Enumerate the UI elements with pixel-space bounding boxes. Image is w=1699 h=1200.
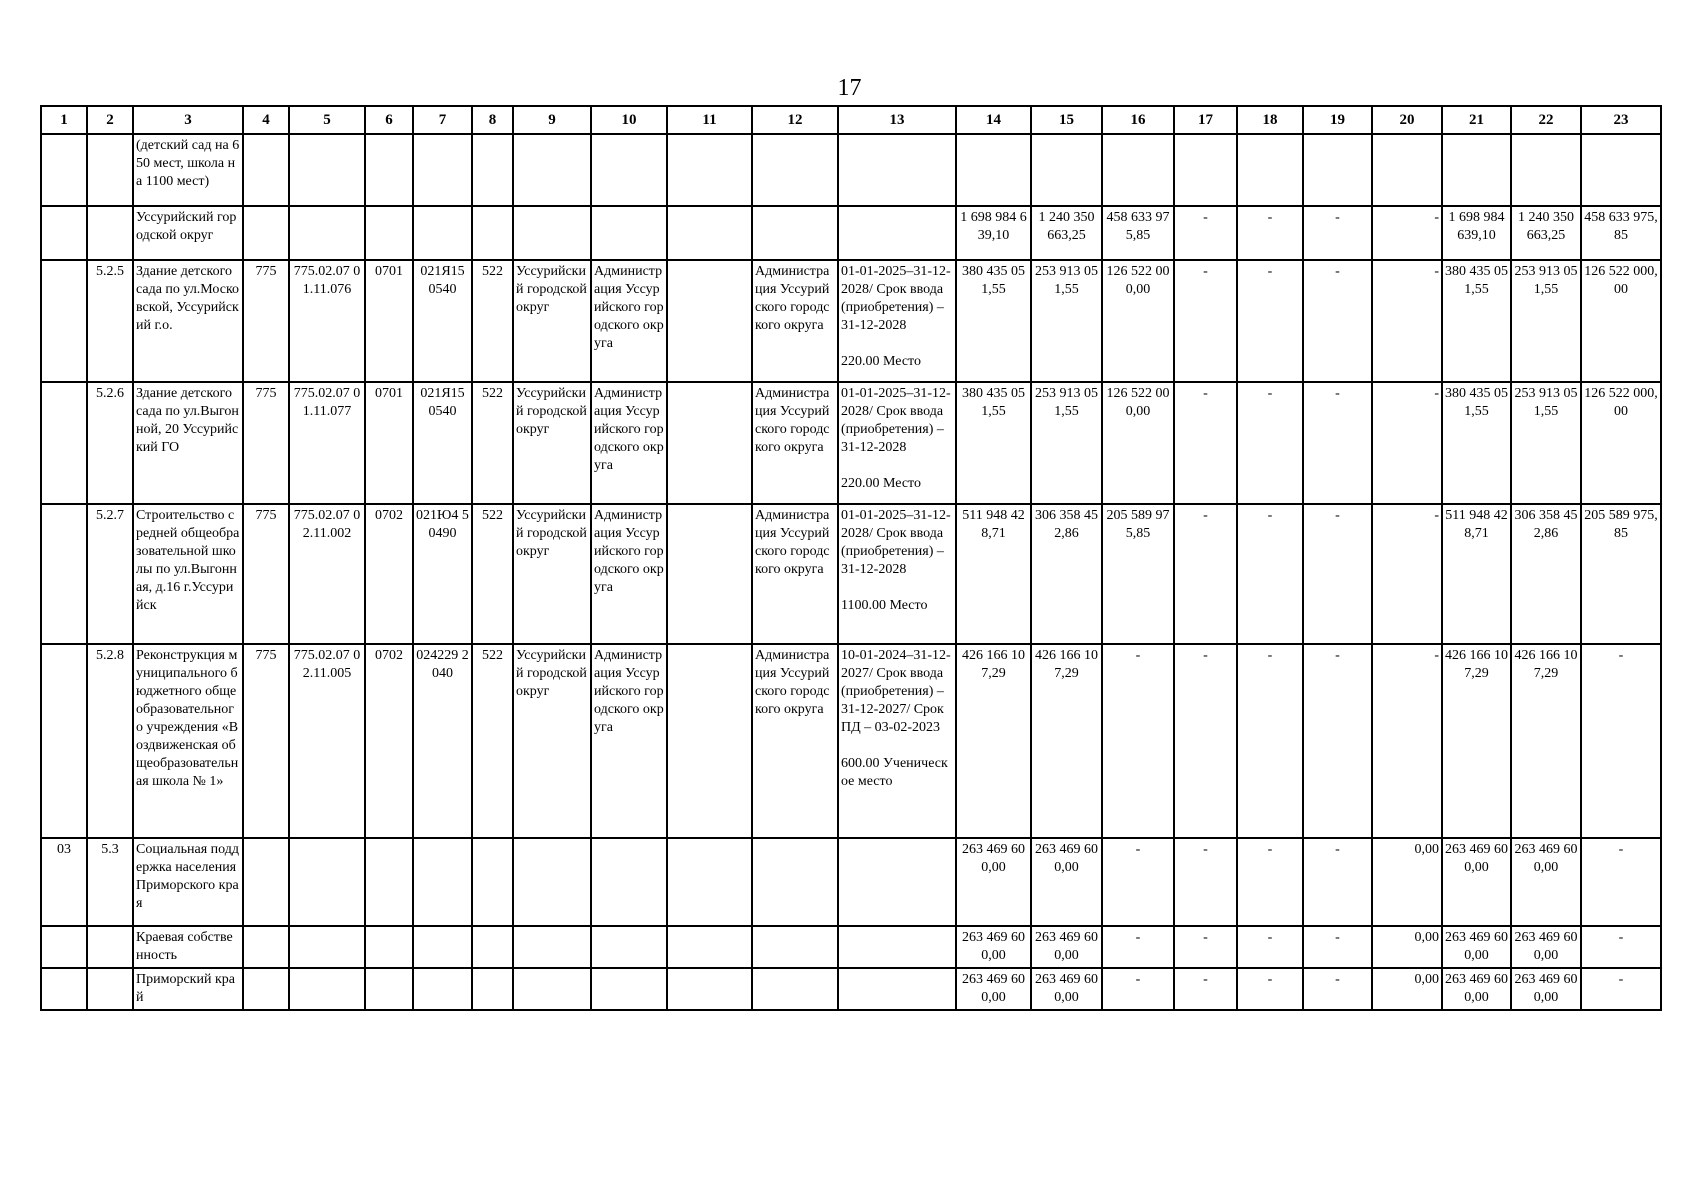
table-cell-col-6 (365, 838, 413, 926)
table-cell-col-8: 522 (472, 382, 513, 504)
table-cell-col-16: - (1102, 644, 1174, 838)
table-cell-col-20: - (1372, 644, 1442, 838)
table-cell-col-15: 263 469 600,00 (1031, 968, 1102, 1010)
table-cell-col-11 (667, 504, 752, 644)
table-cell-col-16: 126 522 000,00 (1102, 260, 1174, 382)
table-cell-col-12 (752, 926, 838, 968)
table-cell-col-17: - (1174, 206, 1237, 260)
table-cell-col-7: 021Я15 0540 (413, 260, 472, 382)
table-cell-col-17: - (1174, 260, 1237, 382)
table-cell-col-13 (838, 926, 956, 968)
table-cell-col-4 (243, 134, 289, 206)
table-cell-col-14 (956, 134, 1031, 206)
table-cell-col-7 (413, 926, 472, 968)
table-cell-col-12 (752, 968, 838, 1010)
table-cell-col-19 (1303, 134, 1372, 206)
table-cell-col-2 (87, 206, 133, 260)
table-cell-col-13 (838, 206, 956, 260)
table-cell-col-14: 1 698 984 639,10 (956, 206, 1031, 260)
table-cell-col-10: Администрация Уссурийского городского округа (591, 644, 667, 838)
table-row (41, 926, 1661, 968)
table-cell-col-2: 5.2.5 (87, 260, 133, 382)
table-cell-col-17: - (1174, 644, 1237, 838)
table-cell-col-3: Здание детского сада по ул.Московской, Уссурийский г.о. (133, 260, 243, 382)
table-cell-col-20: - (1372, 382, 1442, 504)
column-header: 15 (1031, 106, 1102, 134)
table-cell-col-15: 253 913 051,55 (1031, 260, 1102, 382)
table-cell-col-21: 263 469 600,00 (1442, 926, 1511, 968)
table-cell-col-20: - (1372, 206, 1442, 260)
table-cell-col-7 (413, 206, 472, 260)
table-cell-col-16: 126 522 000,00 (1102, 382, 1174, 504)
table-row (41, 260, 1661, 382)
table-cell-col-13: 01-01-2025–31-12-2028/ Срок ввода (приобретения) – 31-12-2028 220.00 Место (838, 260, 956, 382)
table-cell-col-4: 775 (243, 644, 289, 838)
table-cell-col-21: 263 469 600,00 (1442, 838, 1511, 926)
column-header: 4 (243, 106, 289, 134)
table-cell-col-17 (1174, 134, 1237, 206)
table-cell-col-18: - (1237, 968, 1303, 1010)
table-cell-col-23: - (1581, 926, 1661, 968)
table-cell-col-21: 426 166 107,29 (1442, 644, 1511, 838)
column-header: 9 (513, 106, 591, 134)
table-cell-col-21: 263 469 600,00 (1442, 968, 1511, 1010)
table-cell-col-11 (667, 206, 752, 260)
table-cell-col-23: - (1581, 968, 1661, 1010)
table-cell-col-10 (591, 968, 667, 1010)
table-cell-col-18 (1237, 134, 1303, 206)
column-header: 13 (838, 106, 956, 134)
table-cell-col-9: Уссурийский городской округ (513, 260, 591, 382)
table-cell-col-8 (472, 134, 513, 206)
table-cell-col-6: 0701 (365, 382, 413, 504)
column-header: 20 (1372, 106, 1442, 134)
table-cell-col-4: 775 (243, 504, 289, 644)
table-cell-col-12: Администрация Уссурийского городского округа (752, 504, 838, 644)
table-cell-col-3: Строительство средней общеобразовательной школы по ул.Выгонная, д.16 г.Уссурийск (133, 504, 243, 644)
table-cell-col-3: Уссурийский городской округ (133, 206, 243, 260)
column-header: 23 (1581, 106, 1661, 134)
table-cell-col-7: 024229 2040 (413, 644, 472, 838)
table-cell-col-17: - (1174, 926, 1237, 968)
table-cell-col-19: - (1303, 260, 1372, 382)
table-cell-col-23: 126 522 000,00 (1581, 260, 1661, 382)
table-cell-col-8: 522 (472, 504, 513, 644)
table-cell-col-22: 263 469 600,00 (1511, 968, 1581, 1010)
column-header: 3 (133, 106, 243, 134)
table-cell-col-6 (365, 134, 413, 206)
table-row (41, 206, 1661, 260)
table-cell-col-16: 458 633 975,85 (1102, 206, 1174, 260)
table-cell-col-4: 775 (243, 382, 289, 504)
table-cell-col-1 (41, 968, 87, 1010)
table-cell-col-5 (289, 206, 365, 260)
table-cell-col-1 (41, 206, 87, 260)
table-cell-col-15: 263 469 600,00 (1031, 926, 1102, 968)
table-cell-col-1 (41, 134, 87, 206)
table-cell-col-2: 5.2.6 (87, 382, 133, 504)
column-header: 14 (956, 106, 1031, 134)
table-cell-col-9 (513, 206, 591, 260)
table-cell-col-7: 021Ю4 50490 (413, 504, 472, 644)
table-cell-col-16: 205 589 975,85 (1102, 504, 1174, 644)
table-cell-col-19: - (1303, 206, 1372, 260)
table-cell-col-18: - (1237, 838, 1303, 926)
table-cell-col-13: 10-01-2024–31-12-2027/ Срок ввода (приобретения) – 31-12-2027/ Срок ПД – 03-02-2023 600.00 Ученическое место (838, 644, 956, 838)
table-cell-col-19: - (1303, 968, 1372, 1010)
table-cell-col-5 (289, 838, 365, 926)
table-cell-col-3: (детский сад на 650 мест, школа на 1100 мест) (133, 134, 243, 206)
table-cell-col-22: 253 913 051,55 (1511, 260, 1581, 382)
table-cell-col-12 (752, 134, 838, 206)
table-cell-col-1 (41, 926, 87, 968)
table-cell-col-22: 263 469 600,00 (1511, 838, 1581, 926)
table-cell-col-12 (752, 838, 838, 926)
table-cell-col-6: 0702 (365, 644, 413, 838)
table-cell-col-2: 5.2.8 (87, 644, 133, 838)
table-cell-col-19: - (1303, 644, 1372, 838)
table-cell-col-17: - (1174, 968, 1237, 1010)
table-cell-col-21: 380 435 051,55 (1442, 382, 1511, 504)
column-header: 16 (1102, 106, 1174, 134)
table-cell-col-10: Администрация Уссурийского городского округа (591, 382, 667, 504)
table-cell-col-11 (667, 644, 752, 838)
table-cell-col-19: - (1303, 504, 1372, 644)
table-cell-col-11 (667, 134, 752, 206)
table-cell-col-1 (41, 504, 87, 644)
table-row (41, 644, 1661, 838)
table-cell-col-2: 5.3 (87, 838, 133, 926)
table-row (41, 968, 1661, 1010)
table-cell-col-5 (289, 968, 365, 1010)
column-header: 18 (1237, 106, 1303, 134)
table-cell-col-23: 205 589 975,85 (1581, 504, 1661, 644)
table-cell-col-16: - (1102, 838, 1174, 926)
table-cell-col-15: 426 166 107,29 (1031, 644, 1102, 838)
table-cell-col-9 (513, 968, 591, 1010)
table-cell-col-16 (1102, 134, 1174, 206)
column-header: 8 (472, 106, 513, 134)
table-cell-col-1 (41, 260, 87, 382)
column-header: 21 (1442, 106, 1511, 134)
table-cell-col-5: 775.02.07 01.11.077 (289, 382, 365, 504)
table-row (41, 838, 1661, 926)
table-cell-col-22: 306 358 452,86 (1511, 504, 1581, 644)
table-cell-col-8: 522 (472, 260, 513, 382)
table-cell-col-1 (41, 644, 87, 838)
table-cell-col-8 (472, 206, 513, 260)
table-cell-col-18: - (1237, 644, 1303, 838)
column-header: 17 (1174, 106, 1237, 134)
table-cell-col-17: - (1174, 838, 1237, 926)
table-cell-col-19: - (1303, 838, 1372, 926)
table-cell-col-14: 426 166 107,29 (956, 644, 1031, 838)
table-cell-col-13: 01-01-2025–31-12-2028/ Срок ввода (приобретения) – 31-12-2028 1100.00 Место (838, 504, 956, 644)
table-cell-col-5 (289, 926, 365, 968)
table-cell-col-23: 126 522 000,00 (1581, 382, 1661, 504)
column-header: 7 (413, 106, 472, 134)
table-cell-col-4 (243, 206, 289, 260)
table-cell-col-13: 01-01-2025–31-12-2028/ Срок ввода (приобретения) – 31-12-2028 220.00 Место (838, 382, 956, 504)
table-cell-col-23: - (1581, 838, 1661, 926)
table-cell-col-16: - (1102, 968, 1174, 1010)
table-cell-col-8 (472, 838, 513, 926)
table-cell-col-4 (243, 968, 289, 1010)
column-header: 19 (1303, 106, 1372, 134)
table-cell-col-15: 1 240 350 663,25 (1031, 206, 1102, 260)
table-cell-col-10 (591, 134, 667, 206)
table-cell-col-23: - (1581, 644, 1661, 838)
table-cell-col-20 (1372, 134, 1442, 206)
table-cell-col-9: Уссурийский городской округ (513, 382, 591, 504)
column-header: 6 (365, 106, 413, 134)
table-row (41, 504, 1661, 644)
table-cell-col-10 (591, 838, 667, 926)
table-cell-col-7: 021Я15 0540 (413, 382, 472, 504)
table-cell-col-9 (513, 926, 591, 968)
table-cell-col-11 (667, 382, 752, 504)
table-cell-col-15: 306 358 452,86 (1031, 504, 1102, 644)
column-number-row (41, 106, 1661, 134)
table-cell-col-6: 0701 (365, 260, 413, 382)
table-cell-col-9 (513, 838, 591, 926)
table-cell-col-18: - (1237, 382, 1303, 504)
table-cell-col-22 (1511, 134, 1581, 206)
table-cell-col-12 (752, 206, 838, 260)
table-row (41, 134, 1661, 206)
column-header: 22 (1511, 106, 1581, 134)
table-row (41, 382, 1661, 504)
table-cell-col-22: 253 913 051,55 (1511, 382, 1581, 504)
table-cell-col-5: 775.02.07 02.11.002 (289, 504, 365, 644)
table-cell-col-9 (513, 134, 591, 206)
table-cell-col-13 (838, 838, 956, 926)
table-cell-col-10 (591, 926, 667, 968)
table-cell-col-11 (667, 926, 752, 968)
table-cell-col-4 (243, 838, 289, 926)
table-cell-col-8: 522 (472, 644, 513, 838)
table-cell-col-23: 458 633 975,85 (1581, 206, 1661, 260)
table-cell-col-3: Здание детского сада по ул.Выгонной, 20 Уссурийский ГО (133, 382, 243, 504)
table-cell-col-10 (591, 206, 667, 260)
table-cell-col-5: 775.02.07 01.11.076 (289, 260, 365, 382)
budget-table (40, 105, 1662, 1011)
table-cell-col-3: Приморский край (133, 968, 243, 1010)
table-cell-col-20: - (1372, 260, 1442, 382)
table-cell-col-18: - (1237, 504, 1303, 644)
table-cell-col-20: - (1372, 504, 1442, 644)
table-cell-col-14: 380 435 051,55 (956, 382, 1031, 504)
table-cell-col-11 (667, 968, 752, 1010)
table-cell-col-6 (365, 926, 413, 968)
table-cell-col-14: 263 469 600,00 (956, 968, 1031, 1010)
table-cell-col-6: 0702 (365, 504, 413, 644)
table-cell-col-2 (87, 134, 133, 206)
table-cell-col-19: - (1303, 926, 1372, 968)
table-cell-col-2: 5.2.7 (87, 504, 133, 644)
table-cell-col-8 (472, 968, 513, 1010)
table-cell-col-10: Администрация Уссурийского городского округа (591, 260, 667, 382)
table-cell-col-22: 263 469 600,00 (1511, 926, 1581, 968)
table-cell-col-21: 511 948 428,71 (1442, 504, 1511, 644)
table-cell-col-5 (289, 134, 365, 206)
table-cell-col-12: Администрация Уссурийского городского округа (752, 382, 838, 504)
table-cell-col-16: - (1102, 926, 1174, 968)
table-cell-col-15: 253 913 051,55 (1031, 382, 1102, 504)
table-cell-col-6 (365, 968, 413, 1010)
table-cell-col-14: 380 435 051,55 (956, 260, 1031, 382)
table-body (41, 134, 1661, 1010)
table-cell-col-15: 263 469 600,00 (1031, 838, 1102, 926)
column-header: 12 (752, 106, 838, 134)
table-cell-col-2 (87, 926, 133, 968)
table-cell-col-1: 03 (41, 838, 87, 926)
table-cell-col-17: - (1174, 504, 1237, 644)
table-cell-col-10: Администрация Уссурийского городского округа (591, 504, 667, 644)
table-cell-col-9: Уссурийский городской округ (513, 644, 591, 838)
table-cell-col-22: 1 240 350 663,25 (1511, 206, 1581, 260)
table-cell-col-7 (413, 838, 472, 926)
table-cell-col-23 (1581, 134, 1661, 206)
table-cell-col-12: Администрация Уссурийского городского округа (752, 644, 838, 838)
column-header: 11 (667, 106, 752, 134)
table-cell-col-18: - (1237, 206, 1303, 260)
table-cell-col-4 (243, 926, 289, 968)
table-cell-col-19: - (1303, 382, 1372, 504)
column-header: 10 (591, 106, 667, 134)
table-cell-col-22: 426 166 107,29 (1511, 644, 1581, 838)
page-number: 17 (837, 75, 862, 101)
table-cell-col-14: 511 948 428,71 (956, 504, 1031, 644)
column-header: 2 (87, 106, 133, 134)
table-cell-col-21 (1442, 134, 1511, 206)
table-cell-col-7 (413, 134, 472, 206)
table-cell-col-12: Администрация Уссурийского городского округа (752, 260, 838, 382)
table-cell-col-8 (472, 926, 513, 968)
table-cell-col-7 (413, 968, 472, 1010)
table-cell-col-20: 0,00 (1372, 838, 1442, 926)
table-cell-col-3: Краевая собственность (133, 926, 243, 968)
column-header: 5 (289, 106, 365, 134)
table-cell-col-6 (365, 206, 413, 260)
table-cell-col-21: 380 435 051,55 (1442, 260, 1511, 382)
table-cell-col-15 (1031, 134, 1102, 206)
table-cell-col-14: 263 469 600,00 (956, 926, 1031, 968)
table-cell-col-4: 775 (243, 260, 289, 382)
table-cell-col-18: - (1237, 260, 1303, 382)
table-cell-col-3: Социальная поддержка населения Приморского края (133, 838, 243, 926)
table-cell-col-5: 775.02.07 02.11.005 (289, 644, 365, 838)
table-cell-col-9: Уссурийский городской округ (513, 504, 591, 644)
table-cell-col-20: 0,00 (1372, 926, 1442, 968)
table-cell-col-3: Реконструкция муниципального бюджетного общеобразовательного учреждения «Воздвиженская общеобразовательная школа № 1» (133, 644, 243, 838)
table-cell-col-1 (41, 382, 87, 504)
table-cell-col-13 (838, 968, 956, 1010)
table-cell-col-17: - (1174, 382, 1237, 504)
table-cell-col-11 (667, 838, 752, 926)
table-cell-col-20: 0,00 (1372, 968, 1442, 1010)
table-cell-col-2 (87, 968, 133, 1010)
table-cell-col-13 (838, 134, 956, 206)
table-cell-col-18: - (1237, 926, 1303, 968)
column-header: 1 (41, 106, 87, 134)
table-cell-col-21: 1 698 984 639,10 (1442, 206, 1511, 260)
table-cell-col-14: 263 469 600,00 (956, 838, 1031, 926)
table-cell-col-11 (667, 260, 752, 382)
